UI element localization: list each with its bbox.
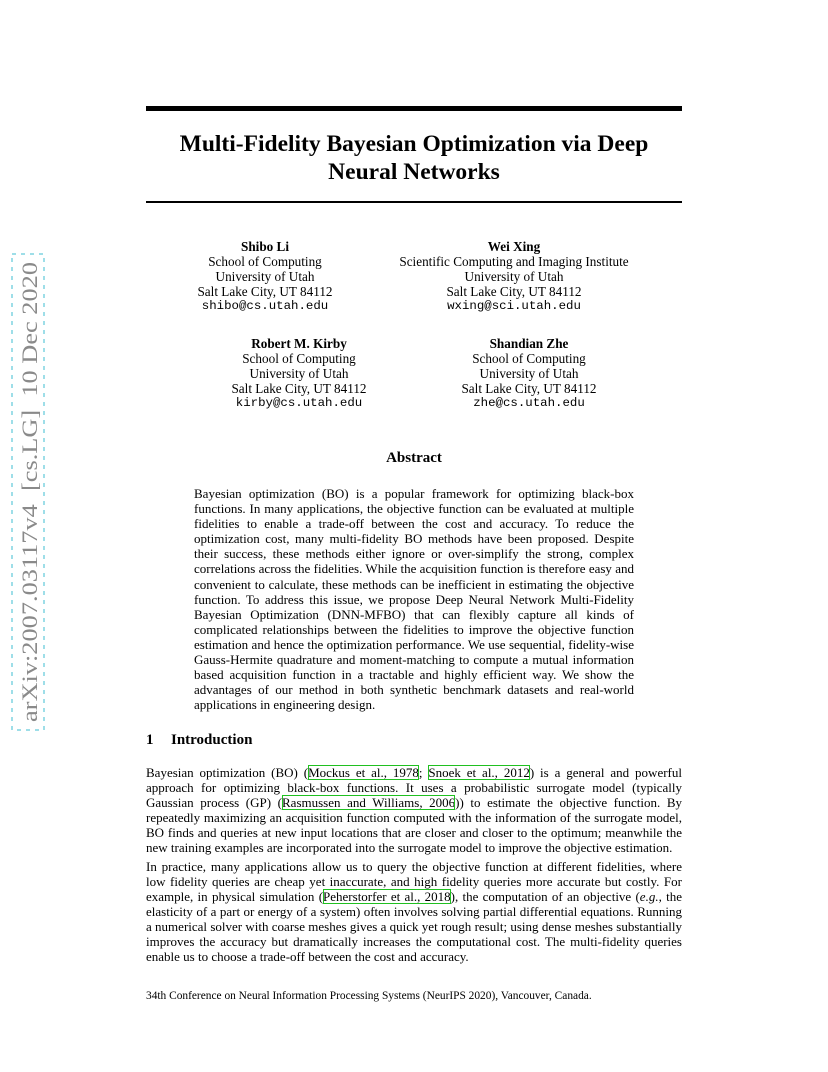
title-top-rule xyxy=(146,106,682,111)
intro-text: ) is a general and powerful approach for optimizing black-box functions. It uses a probabilistic surrogate model (typically Gaussian process (GP) ( xyxy=(146,765,682,810)
abstract-body: Bayesian optimization (BO) is a popular framework for optimizing black-box functions. In many applications, the objective function can be evaluated at multiple fidelities to enable a trade-off between the cost and accuracy. To reduce the optimization cost, many multi-fidelity BO methods have been proposed. Despite their success, these methods either ignore or over-simplify the strong, complex correlations across the fidelities. While the acquisition function is therefore easy and convenient to calculate, these methods can be inefficient in estimating the objective function. To address this issue, we propose Deep Neural Network Multi-Fidelity Bayesian Optimization (DNN-MFBO) that can flexibly capture all kinds of complicated relationships between the fidelities to improve the objective function estimation and hence the optimization performance. We use sequential, fidelity-wise Gauss-Hermite quadrature and moment-matching to compute a mutual information based acquisition function in a tractable and highly efficient way. We show the advantages of our method in both synthetic benchmark datasets and real-world applications in engineering design. xyxy=(194,486,634,713)
author-dept: School of Computing xyxy=(208,254,322,269)
author-name: Wei Xing xyxy=(487,239,541,254)
intro-text: the elasticity of a part or energy of a system) often involves solving partial differential equations. Running a numerical solver with coarse meshes gives a quick yet rough result; using dense meshes substantially improves the accuracy but dramatically increases the computational cost. The multi-fidelity queries enable us to choose a trade-off between the cost and accuracy. xyxy=(146,889,682,964)
section-title: Introduction xyxy=(171,732,253,748)
citation-link[interactable]: Rasmussen and Williams, 2006 xyxy=(282,795,456,810)
author-block-wei-xing xyxy=(384,239,644,314)
author-email[interactable]: shibo@cs.utah.edu xyxy=(201,299,329,313)
author-univ: University of Utah xyxy=(215,269,315,284)
paper-title xyxy=(146,130,682,186)
author-email[interactable]: wxing@sci.utah.edu xyxy=(447,299,581,313)
author-email[interactable]: kirby@cs.utah.edu xyxy=(235,396,363,410)
author-city: Salt Lake City, UT 84112 xyxy=(446,284,582,299)
citation-link[interactable]: Snoek et al., 2012 xyxy=(428,765,530,780)
conference-footnote: 34th Conference on Neural Information Processing Systems (NeurIPS 2020), Vancouver, Canada. xyxy=(146,990,592,1002)
author-dept: School of Computing xyxy=(242,351,356,366)
intro-paragraph-1 xyxy=(146,765,682,855)
author-name: Shibo Li xyxy=(240,239,290,254)
intro-text: ; xyxy=(418,765,429,780)
section-heading-introduction xyxy=(146,732,252,749)
author-univ: University of Utah xyxy=(479,366,579,381)
intro-text: In practice, many applications allow us to query the objective function at different fidelities, where low fidelity queries are cheap yet inaccurate, and high fidelity queries more accurate but costly. For example, in physical simulation ( xyxy=(146,859,682,904)
author-univ: University of Utah xyxy=(249,366,349,381)
intro-text: )) to estimate the objective function. By repeatedly maximizing an acquisition function computed with the information of the surrogate model, BO finds and queries at new input locations that are closer and closer to the optimum; meanwhile the new training examples are incorporated into the surrogate model to improve the objective estimation. xyxy=(146,795,682,855)
title-line-1: Multi-Fidelity Bayesian Optimization via Deep xyxy=(179,131,649,157)
citation-link[interactable]: Peherstorfer et al., 2018 xyxy=(323,889,451,904)
author-email[interactable]: zhe@cs.utah.edu xyxy=(473,396,585,410)
arxiv-stamp-graphic xyxy=(11,253,45,731)
author-block-shandian-zhe xyxy=(434,336,624,411)
intro-paragraph-2 xyxy=(146,859,682,964)
author-univ: University of Utah xyxy=(464,269,564,284)
author-block-shibo-li xyxy=(170,239,360,314)
author-name: Robert M. Kirby xyxy=(251,336,347,351)
intro-text: Bayesian optimization (BO) ( xyxy=(146,765,309,780)
arxiv-stamp[interactable] xyxy=(11,253,45,731)
arxiv-stamp-label: arXiv:2007.03117v4 [cs.LG] 10 Dec 2020 xyxy=(17,329,42,722)
author-city: Salt Lake City, UT 84112 xyxy=(197,284,333,299)
author-dept: Scientific Computing and Imaging Institute xyxy=(399,254,629,269)
author-name: Shandian Zhe xyxy=(489,336,569,351)
citation-link[interactable]: Mockus et al., 1978 xyxy=(308,765,419,780)
author-block-robert-kirby xyxy=(204,336,394,411)
author-city: Salt Lake City, UT 84112 xyxy=(231,381,367,396)
title-bottom-rule xyxy=(146,201,682,203)
title-line-2: Neural Networks xyxy=(328,159,500,185)
intro-emphasis: e.g., xyxy=(639,889,662,904)
author-city: Salt Lake City, UT 84112 xyxy=(461,381,597,396)
abstract-heading: Abstract xyxy=(386,450,442,466)
section-number: 1 xyxy=(146,732,154,748)
author-dept: School of Computing xyxy=(472,351,586,366)
intro-text: ), the computation of an objective ( xyxy=(450,889,640,904)
